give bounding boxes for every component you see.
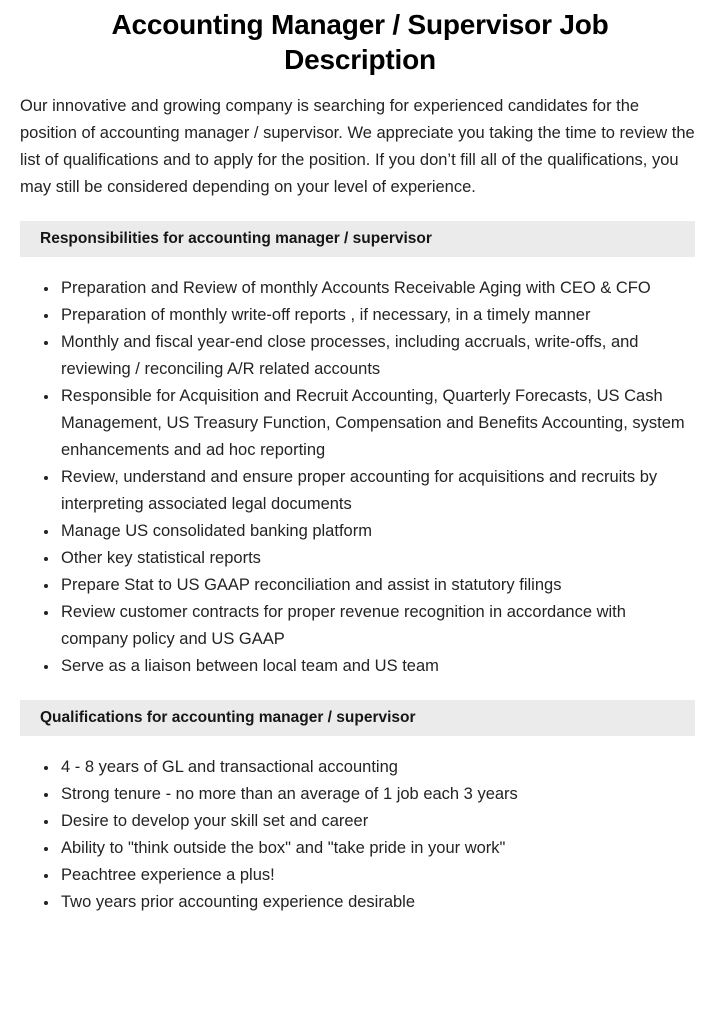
qualifications-section [0,700,720,916]
list-item: Strong tenure - no more than an average of 1 job each 3 years [44,781,695,808]
list-item: Monthly and fiscal year-end close processes, including accruals, write-offs, and reviewing / reconciling A/R related accounts [44,329,695,383]
list-item: Ability to "think outside the box" and "take pride in your work" [44,835,695,862]
qualifications-section-header [20,700,695,736]
list-item: Manage US consolidated banking platform [44,518,695,545]
list-item: Review customer contracts for proper revenue recognition in accordance with company policy and US GAAP [44,599,695,653]
list-item: Peachtree experience a plus! [44,862,695,889]
responsibilities-section [0,221,720,680]
list-item: Two years prior accounting experience desirable [44,889,695,916]
list-item: Serve as a liaison between local team and US team [44,653,695,680]
list-item: 4 - 8 years of GL and transactional accounting [44,754,695,781]
qualifications-list [0,736,720,916]
responsibilities-section-heading: Responsibilities for accounting manager / supervisor [40,230,432,247]
responsibilities-list [0,257,720,680]
page-title: Accounting Manager / Supervisor Job Description [111,9,609,75]
list-item: Desire to develop your skill set and career [44,808,695,835]
qualifications-section-heading: Qualifications for accounting manager / supervisor [40,709,416,726]
list-item: Prepare Stat to US GAAP reconciliation and assist in statutory filings [44,572,695,599]
list-item: Preparation and Review of monthly Accounts Receivable Aging with CEO & CFO [44,275,695,302]
list-item: Responsible for Acquisition and Recruit Accounting, Quarterly Forecasts, US Cash Management, US Treasury Function, Compensation and Benefits Accounting, system enhancements and ad hoc reporting [44,383,695,464]
intro-paragraph: Our innovative and growing company is searching for experienced candidates for the position of accounting manager / supervisor. We appreciate you taking the time to review the list of qualifications and to apply for the position. If you don’t fill all of the qualifications, you may still be considered depending on your level of experience. [20,97,695,196]
list-item: Review, understand and ensure proper accounting for acquisitions and recruits by interpreting associated legal documents [44,464,695,518]
list-item: Other key statistical reports [44,545,695,572]
responsibilities-section-header [20,221,695,257]
list-item: Preparation of monthly write-off reports , if necessary, in a timely manner [44,302,695,329]
